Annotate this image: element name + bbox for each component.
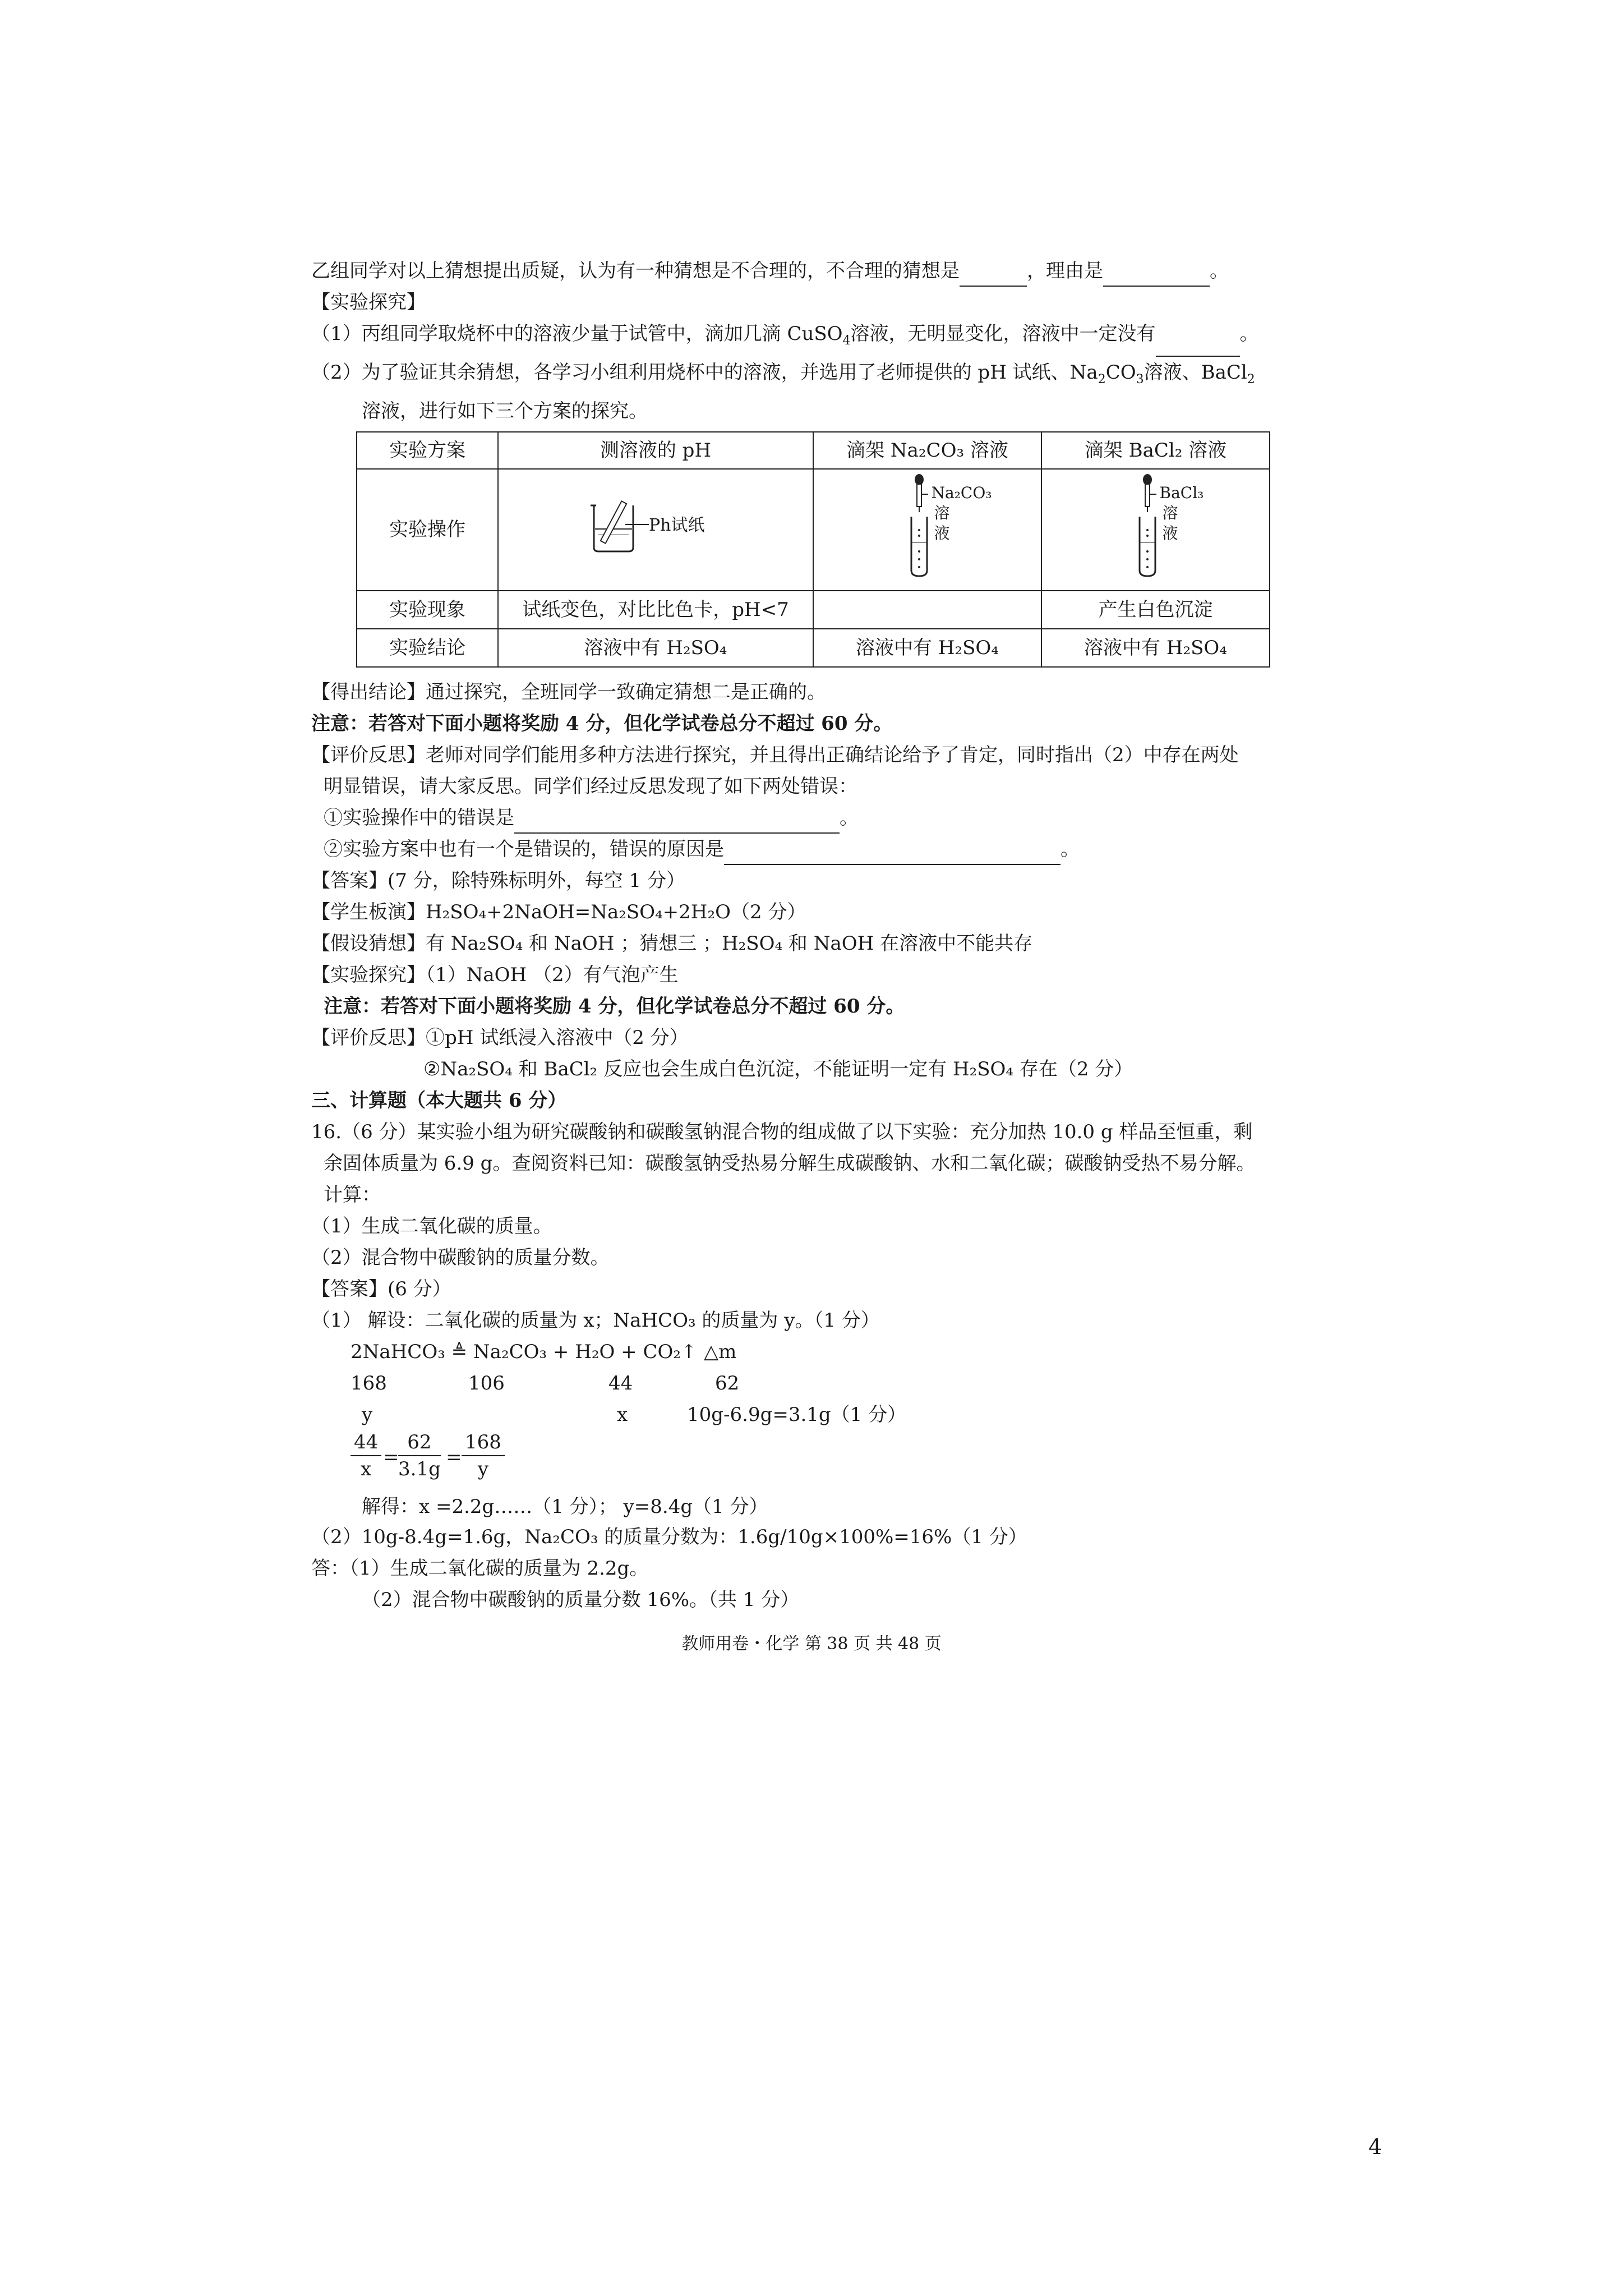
table-row <box>357 432 1270 469</box>
question-line <box>311 255 1321 287</box>
text: 明显错误，请大家反思。同学们经过反思发现了如下两处错误： <box>324 775 857 798</box>
answer-line <box>311 959 1321 991</box>
table-row <box>357 469 1270 591</box>
question-line <box>311 1242 1321 1273</box>
text: （2）混合物中碳酸钠的质量分数 16%。（共 1 分） <box>362 1588 800 1611</box>
page-footer: 教师用卷・化学 第 38 页 共 48 页 <box>681 1634 942 1654</box>
table-cell <box>813 591 1041 629</box>
text: 。 <box>1210 260 1229 282</box>
text: 计算： <box>324 1183 381 1206</box>
text: 余固体质量为 6.9 g。查阅资料已知：碳酸氢钠受热易分解生成碳酸钠、水和二氧化碳；碳酸钠受热不易分解。 <box>324 1152 1256 1175</box>
table-cell: 实验结论 <box>357 629 498 667</box>
table-row <box>357 629 1270 667</box>
text: 【实验探究】 <box>311 291 426 314</box>
text: CO <box>1105 361 1136 384</box>
text: 。 <box>1061 838 1080 861</box>
question-line <box>311 1179 1321 1211</box>
text: 【假设猜想】有 Na₂SO₄ 和 NaOH ；猜想三 ；H₂SO₄ 和 NaOH 在溶液中不能共存 <box>311 932 1033 955</box>
beaker-figure <box>583 494 728 565</box>
question-line <box>311 395 1321 427</box>
answer-blank <box>514 812 840 834</box>
text: 注意：若答对下面小题将奖励 4 分，但化学试卷总分不超过 60 分。 <box>324 995 905 1018</box>
dropper-tube-figure <box>902 472 992 588</box>
answer-line <box>311 896 1321 928</box>
question-line <box>311 834 1321 865</box>
table-cell: 试纸变色，对比比色卡，pH<7 <box>498 591 813 629</box>
text: 【学生板演】H₂SO₄+2NaOH=Na₂SO₄+2H₂O（2 分） <box>311 900 806 923</box>
answer-line <box>311 1521 1321 1553</box>
fraction-numerator: 168 <box>462 1429 505 1456</box>
question-line <box>311 1116 1321 1148</box>
solution-line: 解得：x =2.2g……（1 分）； y=8.4g（1 分） <box>362 1495 768 1518</box>
text: 注意：若答对下面小题将奖励 4 分，但化学试卷总分不超过 60 分。 <box>311 712 893 735</box>
answer-line <box>311 1553 1321 1584</box>
reagent-label: Na₂CO₃ <box>931 483 992 502</box>
text: 答：（1）生成二氧化碳的质量为 2.2g。 <box>311 1557 649 1580</box>
equation-value: 168 <box>351 1372 387 1395</box>
ph-paper-label: Ph试纸 <box>649 515 705 535</box>
bonus-note <box>311 708 1321 739</box>
question-line: （1）丙组同学取烧杯中的溶液少量于试管中，滴加几滴 CuSO$_4$溶液，无明显变化，溶液中一定没有 。 <box>311 318 1321 357</box>
question-line <box>311 802 1321 834</box>
equation-value: x <box>617 1403 628 1426</box>
text: （2）混合物中碳酸钠的质量分数。 <box>311 1246 610 1269</box>
equation-value: 62 <box>715 1372 740 1395</box>
text: （2）10g-8.4g=1.6g，Na₂CO₃ 的质量分数为：1.6g/10g×100%=16%（1 分） <box>311 1525 1027 1548</box>
fraction-denominator: x <box>361 1457 372 1480</box>
text: 【评价反思】①pH 试纸浸入溶液中（2 分） <box>311 1026 689 1049</box>
question-line <box>311 1148 1321 1179</box>
table-cell: 溶液中有 H₂SO₄ <box>498 629 813 667</box>
text: 乙组同学对以上猜想提出质疑，认为有一种猜想是不合理的，不合理的猜想是 <box>311 260 960 282</box>
table-cell: 实验方案 <box>357 432 498 469</box>
text: 【得出结论】通过探究，全班同学一致确定猜想二是正确的。 <box>311 680 826 703</box>
answer-line <box>311 1022 1321 1053</box>
table-cell: 滴架 BaCl₂ 溶液 <box>1041 432 1270 469</box>
answer-blank <box>1103 265 1210 287</box>
question-line <box>311 739 1321 771</box>
answer-line <box>311 1053 1321 1085</box>
equation-value: 44 <box>608 1372 633 1395</box>
table-cell <box>498 469 813 591</box>
answer-line <box>311 865 1321 896</box>
section-heading <box>311 287 1321 318</box>
reagent-label: 溶 液 <box>934 503 950 542</box>
table-row <box>357 591 1270 629</box>
answer-line <box>311 928 1321 959</box>
text: 。 <box>1239 323 1259 345</box>
fraction <box>351 1429 381 1482</box>
experiment-table <box>356 431 1270 668</box>
table-cell: 滴架 Na₂CO₃ 溶液 <box>813 432 1041 469</box>
equation-block <box>311 1336 1321 1521</box>
fraction-denominator: y <box>477 1457 489 1480</box>
equation-value: 106 <box>468 1372 505 1395</box>
fraction-denominator: 3.1g <box>398 1457 441 1480</box>
conclusion-line <box>311 677 1321 708</box>
text: 。 <box>840 806 859 829</box>
table-cell: 溶液中有 H₂SO₄ <box>813 629 1041 667</box>
reagent-label: BaCl₃ <box>1159 483 1204 502</box>
answer-line <box>311 1273 1321 1305</box>
fraction <box>398 1429 441 1482</box>
text: 【答案】(6 分） <box>311 1277 451 1300</box>
text: ②Na₂SO₄ 和 BaCl₂ 反应也会生成白色沉淀，不能证明一定有 H₂SO₄ 存在（2 分） <box>423 1057 1133 1080</box>
question-line <box>311 1211 1321 1242</box>
bonus-note <box>311 991 1321 1022</box>
table-cell <box>1041 469 1270 591</box>
answer-line <box>311 1584 1321 1616</box>
equals-sign: = <box>383 1446 399 1469</box>
reagent-label: 溶 液 <box>1162 503 1178 542</box>
text: 溶液、BaCl <box>1144 361 1247 384</box>
answer-blank <box>960 265 1027 287</box>
text: （1） 解设：二氧化碳的质量为 x；NaHCO₃ 的质量为 y。（1 分） <box>311 1309 880 1332</box>
table-cell: 产生白色沉淀 <box>1041 591 1270 629</box>
mass-difference: 10g-6.9g=3.1g（1 分） <box>687 1403 907 1426</box>
text: 【实验探究】（1）NaOH （2）有气泡产生 <box>311 963 679 986</box>
text: ①实验操作中的错误是 <box>324 806 514 829</box>
delta-m-label: △m <box>704 1340 737 1363</box>
text: ②实验方案中也有一个是错误的，错误的原因是 <box>324 838 724 861</box>
question-line: （2）为了验证其余猜想，各学习小组利用烧杯中的溶液，并选用了老师提供的 pH 试纸、$Na_2CO_3$溶液、BaCl$_2$ <box>311 361 1255 386</box>
text: 【评价反思】老师对同学们能用多种方法进行探究，并且得出正确结论给予了肯定，同时指出（2）中存在两处 <box>311 743 1239 766</box>
answer-blank <box>724 844 1061 865</box>
equation-value: y <box>362 1403 373 1426</box>
chemical-equation: 2NaHCO₃ ≜ Na₂CO₃ + H₂O + CO₂↑ <box>351 1340 697 1363</box>
table-cell: 实验现象 <box>357 591 498 629</box>
dropper-tube-figure <box>1131 472 1204 588</box>
table-cell: 溶液中有 H₂SO₄ <box>1041 629 1270 667</box>
table-cell: 实验操作 <box>357 469 498 591</box>
fraction-numerator: 62 <box>398 1429 441 1456</box>
text: 溶液，进行如下三个方案的探究。 <box>362 399 648 422</box>
table-cell: 测溶液的 pH <box>498 432 813 469</box>
text: 【答案】(7 分，除特殊标明外，每空 1 分） <box>311 869 685 892</box>
text: 溶液，无明显变化，溶液中一定没有 <box>850 323 1156 345</box>
equals-sign: = <box>446 1446 462 1469</box>
text: 三、计算题（本大题共 6 分） <box>311 1089 567 1112</box>
answer-line <box>311 1305 1321 1336</box>
fraction-numerator: 44 <box>351 1429 381 1456</box>
section-heading <box>311 1085 1321 1116</box>
table-cell <box>813 469 1041 591</box>
text: 16.（6 分）某实验小组为研究碳酸钠和碳酸氢钠混合物的组成做了以下实验：充分加热 10.0 g 样品至恒重，剩 <box>311 1120 1253 1143</box>
document-body <box>311 255 1321 1616</box>
page-number: 4 <box>1368 2134 1382 2159</box>
text: （2）为了验证其余猜想，各学习小组利用烧杯中的溶液，并选用了老师提供的 pH 试纸、Na <box>311 361 1098 384</box>
text: （1）生成二氧化碳的质量。 <box>311 1214 552 1237</box>
text: ，理由是 <box>1027 260 1103 282</box>
text: （1）丙组同学取烧杯中的溶液少量于试管中，滴加几滴 CuSO <box>311 323 843 345</box>
answer-blank <box>1156 335 1240 357</box>
question-line <box>311 771 1321 802</box>
fraction <box>462 1429 505 1482</box>
